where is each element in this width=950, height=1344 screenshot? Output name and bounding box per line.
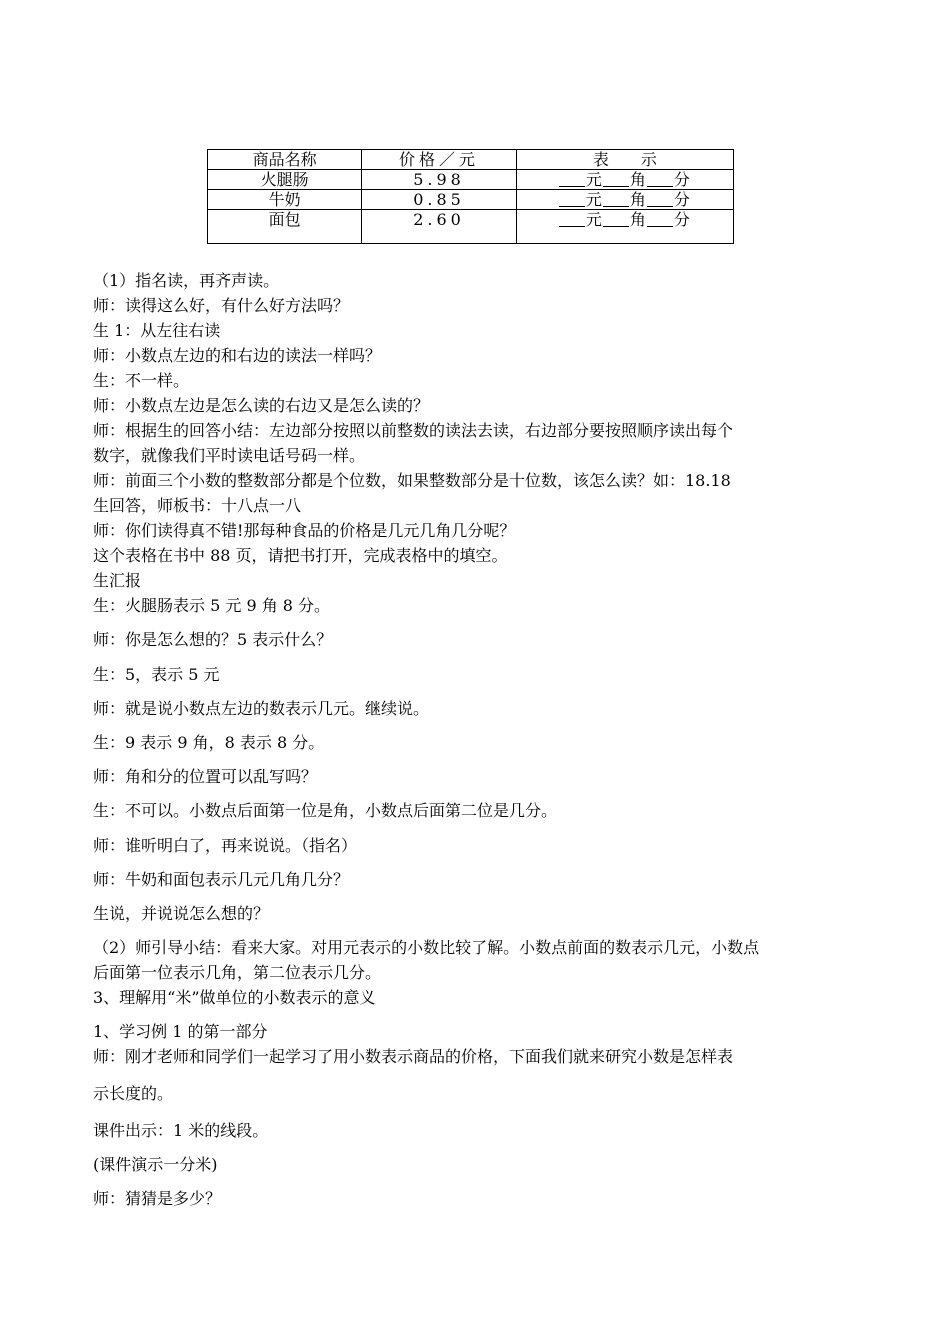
product-price: 0.85 xyxy=(362,190,516,210)
paragraph-line: 师：读得这么好，有什么好方法吗？ xyxy=(93,296,350,315)
paragraph-line: 师：你们读得真不错!那每种食品的价格是几元几角几分呢？ xyxy=(93,521,516,540)
table-row xyxy=(208,190,734,210)
fen-blank[interactable] xyxy=(647,210,673,227)
paragraph-line: 师：刚才老师和同学们一起学习了用小数表示商品的价格，下面我们就来研究小数是怎样表 xyxy=(93,1047,734,1066)
unit-jiao: 角 xyxy=(629,190,646,209)
paragraph-line: 师：牛奶和面包表示几元几角几分？ xyxy=(93,870,350,889)
product-price: 2.60 xyxy=(362,210,516,244)
paragraph-line: 生汇报 xyxy=(93,571,142,590)
unit-yuan: 元 xyxy=(585,170,602,189)
unit-fen: 分 xyxy=(673,210,690,229)
unit-jiao: 角 xyxy=(629,210,646,229)
product-name: 面包 xyxy=(208,210,362,244)
yuan-blank[interactable] xyxy=(559,190,585,207)
paragraph-line: 课件出示：1 米的线段。 xyxy=(93,1121,269,1140)
section-heading: 3、理解用“米”做单位的小数表示的意义 xyxy=(93,988,376,1007)
jiao-blank[interactable] xyxy=(603,170,629,187)
unit-yuan: 元 xyxy=(585,210,602,229)
table-header-row xyxy=(208,150,734,170)
paragraph-line: 数字，就像我们平时读电话号码一样。 xyxy=(93,446,366,465)
product-price: 5.98 xyxy=(362,170,516,190)
representation-cell xyxy=(516,190,733,210)
paragraph-line: 后面第一位表示几角，第二位表示几分。 xyxy=(93,963,382,982)
fen-blank[interactable] xyxy=(647,190,673,207)
yuan-blank[interactable] xyxy=(559,170,585,187)
table-row xyxy=(208,210,734,244)
section-heading: 1、学习例 1 的第一部分 xyxy=(93,1022,268,1041)
paragraph-line: 师：你是怎么想的？5 表示什么？ xyxy=(93,630,333,649)
paragraph-line: 生说，并说说怎么想的？ xyxy=(93,904,270,923)
paragraph-line: 师：前面三个小数的整数部分都是个位数，如果整数部分是十位数，该怎么读？如：18.18 xyxy=(93,471,731,490)
unit-yuan: 元 xyxy=(585,190,602,209)
paragraph-line: 生：9 表示 9 角，8 表示 8 分。 xyxy=(93,733,325,752)
header-product-name: 商品名称 xyxy=(208,150,362,170)
header-representation: 表 示 xyxy=(516,150,733,170)
paragraph-line: 师：角和分的位置可以乱写吗？ xyxy=(93,767,318,786)
paragraph-line: 师：根据生的回答小结：左边部分按照以前整数的读法去读，右边部分要按照顺序读出每个 xyxy=(93,421,734,440)
paragraph-line: (课件演示一分米) xyxy=(93,1155,218,1174)
representation-cell xyxy=(516,170,733,190)
paragraph-line: （2）师引导小结：看来大家。对用元表示的小数比较了解。小数点前面的数表示几元，小数点 xyxy=(93,938,760,957)
paragraph-line: 生 1：从左往右读 xyxy=(93,321,221,340)
paragraph-line: 生回答，师板书：十八点一八 xyxy=(93,496,302,515)
paragraph-line: 师：小数点左边是怎么读的右边又是怎么读的？ xyxy=(93,396,430,415)
price-table xyxy=(207,149,734,244)
table-row xyxy=(208,170,734,190)
paragraph-line: 师：猜猜是多少？ xyxy=(93,1189,222,1208)
fen-blank[interactable] xyxy=(647,170,673,187)
jiao-blank[interactable] xyxy=(603,190,629,207)
paragraph-line: 生：不可以。小数点后面第一位是角，小数点后面第二位是几分。 xyxy=(93,801,558,820)
paragraph-line: 生：不一样。 xyxy=(93,371,190,390)
paragraph-line: 生：5，表示 5 元 xyxy=(93,665,220,684)
product-name: 牛奶 xyxy=(208,190,362,210)
yuan-blank[interactable] xyxy=(559,210,585,227)
product-name: 火腿肠 xyxy=(208,170,362,190)
paragraph-line: 师：就是说小数点左边的数表示几元。继续说。 xyxy=(93,699,430,718)
jiao-blank[interactable] xyxy=(603,210,629,227)
paragraph-line: 师：小数点左边的和右边的读法一样吗？ xyxy=(93,346,382,365)
unit-jiao: 角 xyxy=(629,170,646,189)
paragraph-line: 生：火腿肠表示 5 元 9 角 8 分。 xyxy=(93,596,331,615)
header-price: 价格／元 xyxy=(362,150,516,170)
paragraph-line: 这个表格在书中 88 页，请把书打开，完成表格中的填空。 xyxy=(93,546,508,565)
paragraph-line: 师：谁听明白了，再来说说。（指名） xyxy=(93,836,358,855)
paragraph-line: （1）指名读，再齐声读。 xyxy=(93,271,280,290)
representation-cell xyxy=(516,210,733,244)
unit-fen: 分 xyxy=(673,170,690,189)
unit-fen: 分 xyxy=(673,190,690,209)
paragraph-line: 示长度的。 xyxy=(93,1084,174,1103)
